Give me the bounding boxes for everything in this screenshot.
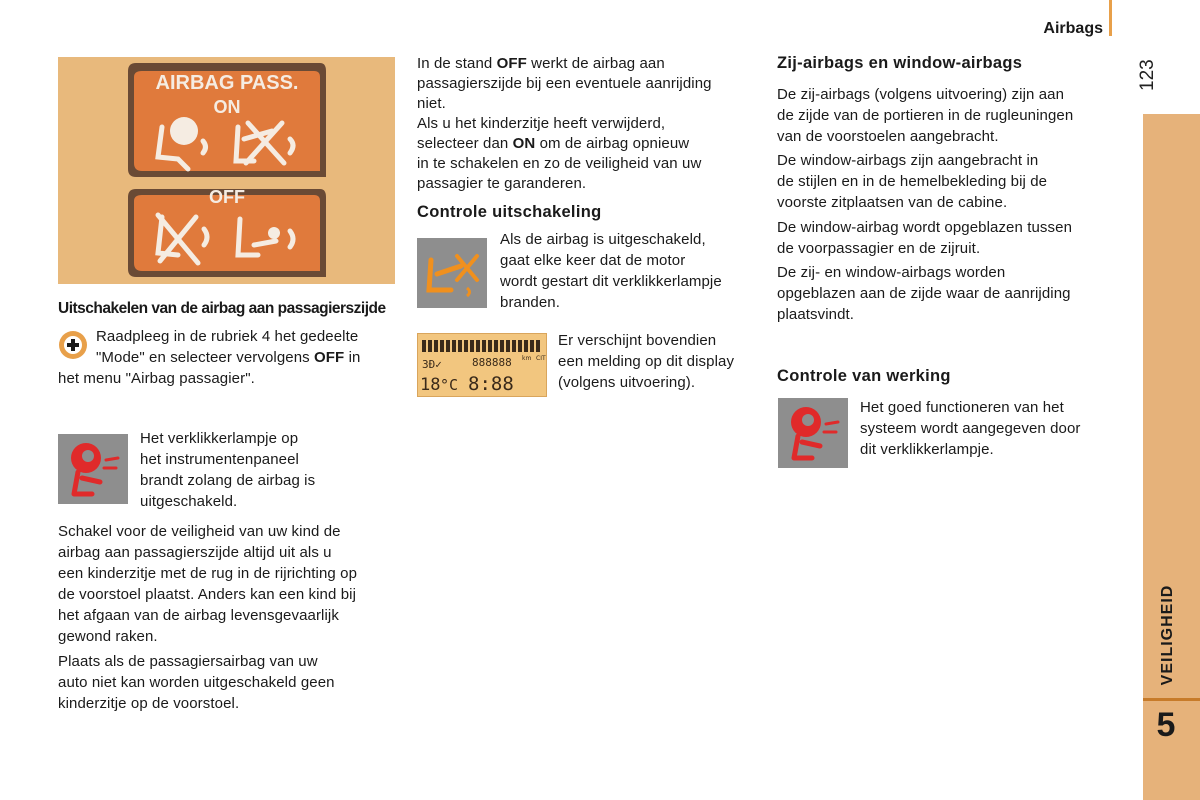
check-line-3: dit verklikkerlampje. bbox=[860, 441, 994, 458]
intro-line-3: niet. bbox=[417, 95, 446, 112]
warning-line-3: brandt zolang de airbag is bbox=[140, 472, 316, 489]
para1-line-1: Schakel voor de veiligheid van uw kind de bbox=[58, 523, 341, 540]
lcd-odometer: 888888 bbox=[472, 356, 512, 369]
p4-line-1: De zij- en window-airbags worden bbox=[777, 264, 1006, 281]
lamp-line-3: wordt gestart dit verklikkerlampje bbox=[500, 273, 722, 290]
warning-line-2: het instrumentenpaneel bbox=[140, 451, 299, 468]
para2-line-1: Plaats als de passagiersairbag van uw bbox=[58, 653, 318, 670]
lamp-line-2: gaat elke keer dat de motor bbox=[500, 252, 686, 269]
bold-keyword: OFF bbox=[496, 55, 527, 72]
page-number: 123 bbox=[1137, 59, 1158, 91]
para1-line-2: airbag aan passagierszijde altijd uit als u bbox=[58, 544, 332, 561]
chapter-divider bbox=[1143, 698, 1200, 701]
intro-line-4: Als u het kinderzitje heeft verwijderd, bbox=[417, 115, 666, 132]
airbag-warning-icon bbox=[58, 434, 128, 504]
airbag-switch-panel-photo bbox=[58, 57, 395, 284]
p4-line-3: plaatsvindt. bbox=[777, 306, 855, 323]
panel-title-text: AIRBAG PASS. bbox=[155, 72, 299, 94]
chapter-number: 5 bbox=[1156, 706, 1176, 744]
para1-line-3: een kinderzitje met de rug in de rijrichting op bbox=[58, 565, 358, 582]
plus-info-icon bbox=[58, 330, 88, 360]
note-line-2: "Mode" en selecteer vervolgens OFF in bbox=[96, 349, 361, 366]
display-line-3: (volgens uitvoering). bbox=[558, 374, 696, 391]
para1-line-6: gewond raken. bbox=[58, 628, 158, 645]
intro-line-1: In de stand OFF werkt de airbag aan bbox=[417, 55, 665, 72]
lcd-time: 8:88 bbox=[468, 373, 514, 395]
para2-line-2: auto niet kan worden uitgeschakeld geen bbox=[58, 674, 335, 691]
chapter-label: VEILIGHEID bbox=[1159, 584, 1176, 686]
bold-keyword: OFF bbox=[314, 349, 345, 366]
display-line-2: een melding op dit display bbox=[558, 353, 735, 370]
panel-on-text: ON bbox=[213, 97, 241, 117]
p1-line-2: de zijde van de portieren in de rugleuningen bbox=[777, 107, 1074, 124]
check-line-2: systeem wordt aangegeven door bbox=[860, 420, 1081, 437]
lcd-odometer-unit: km bbox=[522, 355, 532, 362]
heading-zij-airbags: Zij-airbags en window-airbags bbox=[777, 54, 1023, 72]
p2-line-1: De window-airbags zijn aangebracht in bbox=[777, 152, 1039, 169]
check-line-1: Het goed functioneren van het bbox=[860, 399, 1064, 416]
lcd-cit-label: CIT bbox=[536, 355, 546, 362]
svg-text:3Ð✓: 3Ð✓ bbox=[422, 358, 442, 371]
p3-line-1: De window-airbag wordt opgeblazen tussen bbox=[777, 219, 1073, 236]
display-line-1: Er verschijnt bovendien bbox=[558, 332, 717, 349]
bold-keyword: ON bbox=[512, 135, 536, 152]
airbag-check-lamp-icon bbox=[778, 398, 848, 468]
p1-line-3: van de voorstoelen aangebracht. bbox=[777, 128, 999, 145]
para2-line-3: kinderzitje op de voorstoel. bbox=[58, 695, 240, 712]
p2-line-2: de stijlen en in de hemelbekleding bij de bbox=[777, 173, 1048, 190]
p1-line-1: De zij-airbags (volgens uitvoering) zijn aan bbox=[777, 86, 1065, 103]
header-accent-bar bbox=[1109, 0, 1112, 36]
heading-controle-uitschakeling: Controle uitschakeling bbox=[417, 203, 602, 221]
lamp-line-4: branden. bbox=[500, 294, 561, 311]
passenger-airbag-off-lamp-icon bbox=[417, 238, 487, 308]
lcd-temperature-unit: °C bbox=[440, 376, 459, 394]
p4-line-2: opgeblazen aan de zijde waar de aanrijding bbox=[777, 285, 1071, 302]
warning-line-4: uitgeschakeld. bbox=[140, 493, 238, 510]
warning-line-1: Het verklikkerlampje op bbox=[140, 430, 299, 447]
intro-line-6: in te schakelen en zo de veiligheid van uw bbox=[417, 155, 702, 172]
intro-line-5: selecteer dan ON om de airbag opnieuw bbox=[417, 135, 690, 152]
p3-line-2: de voorpassagier en de zijruit. bbox=[777, 240, 981, 257]
left-caption: Uitschakelen van de airbag aan passagierszijde bbox=[58, 300, 386, 317]
intro-line-2: passagierszijde bij een eventuele aanrijding bbox=[417, 75, 712, 92]
para1-line-4: de voorstoel plaatst. Anders kan een kind bij bbox=[58, 586, 357, 603]
multifunction-display bbox=[417, 333, 547, 397]
note-line-1: Raadpleeg in de rubriek 4 het gedeelte bbox=[96, 328, 359, 345]
p2-line-3: voorste zitplaatsen van de cabine. bbox=[777, 194, 1008, 211]
note-line-3: het menu "Airbag passagier". bbox=[58, 370, 255, 387]
lamp-line-1: Als de airbag is uitgeschakeld, bbox=[500, 231, 706, 248]
panel-off-text: OFF bbox=[209, 187, 245, 207]
para1-line-5: het afgaan van de airbag levensgevaarlijk bbox=[58, 607, 339, 624]
lcd-temperature: 18 bbox=[420, 375, 441, 395]
heading-controle-van-werking: Controle van werking bbox=[777, 367, 951, 385]
intro-line-7: passagier te garanderen. bbox=[417, 175, 587, 192]
section-title: Airbags bbox=[1043, 20, 1103, 37]
